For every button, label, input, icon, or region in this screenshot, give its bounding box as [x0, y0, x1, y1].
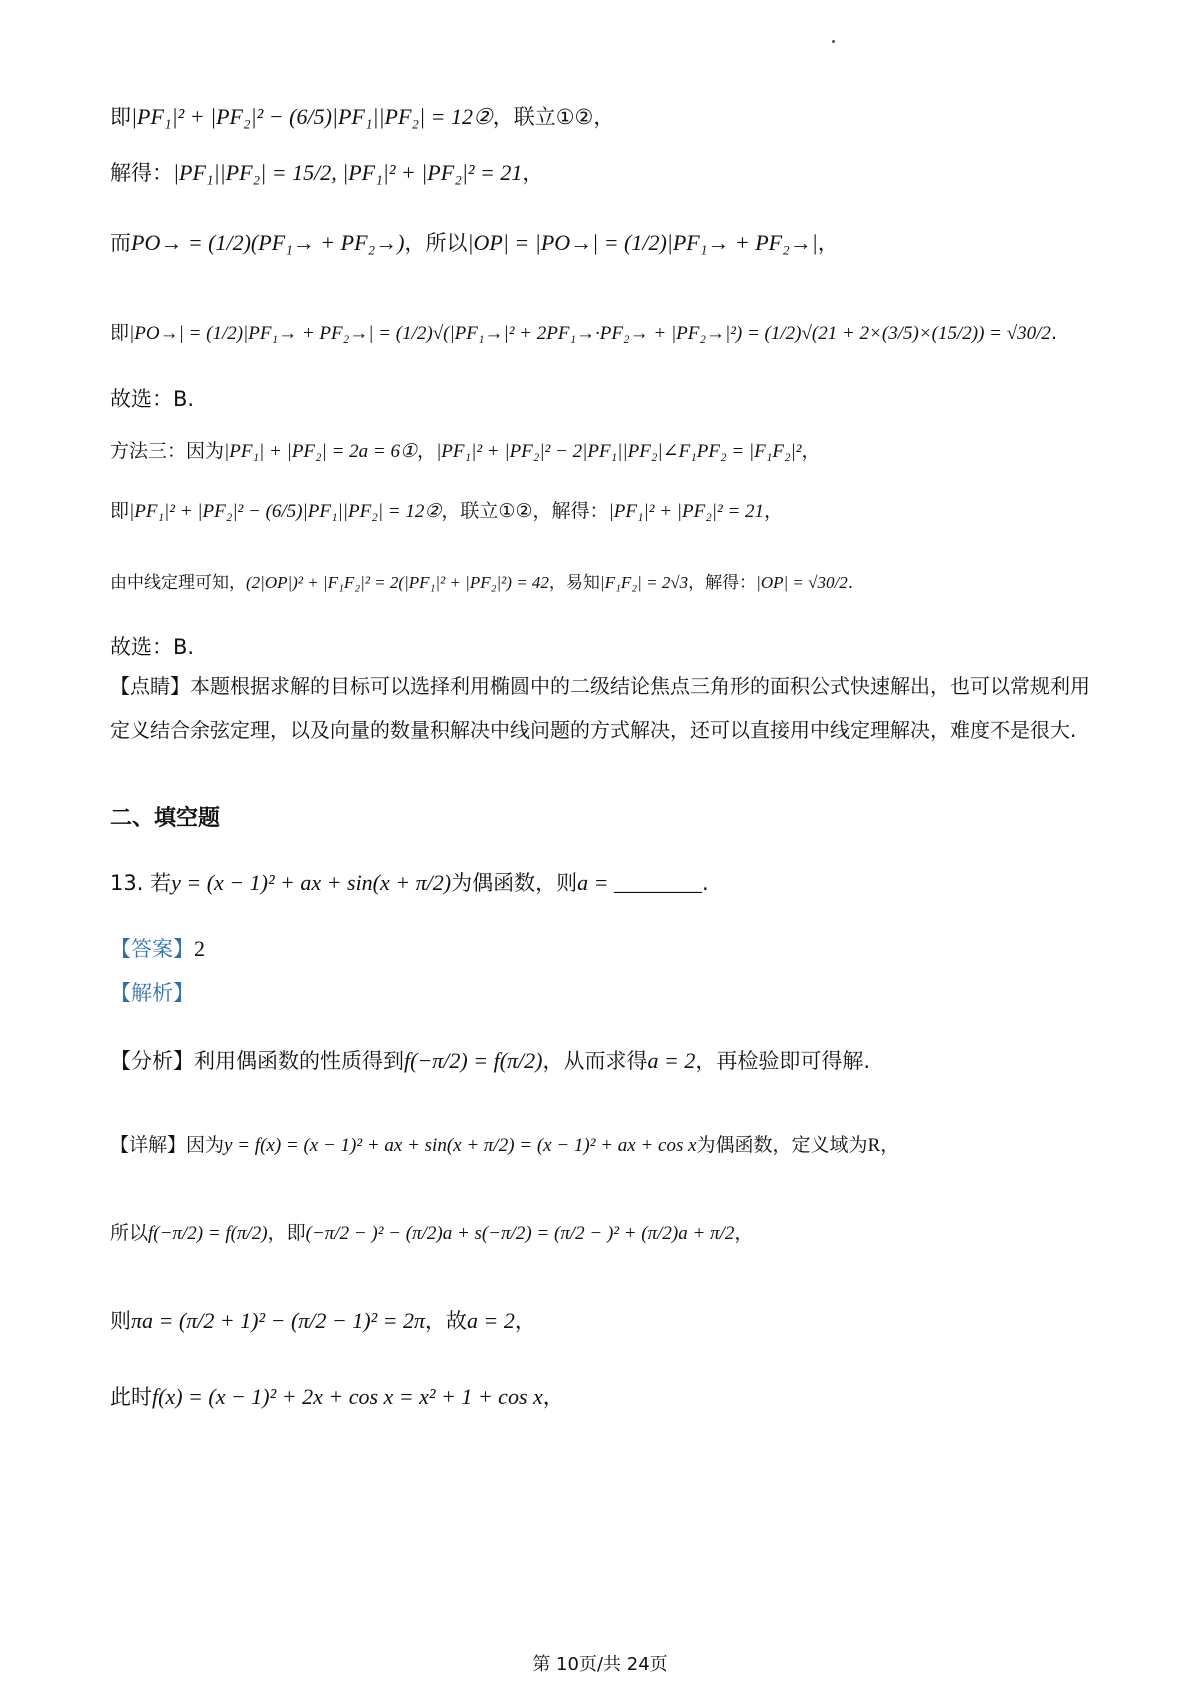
solution-line-4: 即|PO→| = (1/2)|PF₁→ + PF₂→| = (1/2)√(|PF₁→|² + 2PF₁→·PF₂→ + |PF₂→|²) = (1/2)√(21 + 2×(3/5)×(15/2)) = √30/2.: [110, 322, 1057, 344]
solution-line-1: 即|PF₁|² + |PF₂|² − (6/5)|PF₁||PF₂| = 12②，联立①②，: [110, 104, 615, 129]
solution-line-7: 即|PF₁|² + |PF₂|² − (6/5)|PF₁||PF₂| = 12②，联立①②，解得：|PF₁|² + |PF₂|² = 21，: [110, 500, 784, 522]
detail-line-3: 则πa = (π/2 + 1)² − (π/2 − 1)² = 2π，故a = 2，: [110, 1308, 536, 1333]
solution-line-8: 由中线定理可知，(2|OP|)² + |F₁F₂|² = 2(|PF₁|² + |PF₂|²) = 42，易知|F₁F₂| = 2√3，解得：|OP| = √30/2.: [110, 573, 854, 593]
solution-line-2: 解得：|PF₁||PF₂| = 15/2, |PF₁|² + |PF₂|² = 21，: [110, 160, 544, 185]
xiangjie-line: 【详解】因为y = f(x) = (x − 1)² + ax + sin(x + π/2) = (x − 1)² + ax + cos x为偶函数，定义域为R，: [110, 1134, 900, 1156]
detail-line-4: 此时f(x) = (x − 1)² + 2x + cos x = x² + 1 + cos x，: [110, 1384, 564, 1409]
solution-line-3: 而PO→ = (1/2)(PF₁→ + PF₂→)，所以|OP| = |PO→| = (1/2)|PF₁→ + PF₂→|，: [110, 230, 839, 255]
analysis-tag: 【解析】: [110, 981, 194, 1005]
solution-line-5: 故选：B.: [110, 387, 195, 411]
comment-paragraph: 【点睛】本题根据求解的目标可以选择利用椭圆中的二级结论焦点三角形的面积公式快速解出，也可以常规利用定义结合余弦定理，以及向量的数量积解决中线问题的方式解决，还可以直接用中线定理解决，难度不是很大.: [110, 674, 1090, 742]
fenxi-line: 【分析】利用偶函数的性质得到f(−π/2) = f(π/2)，从而求得a = 2，再检验即可得解.: [110, 1048, 871, 1073]
page-footer: 第 10页/共 24页: [532, 1654, 668, 1675]
answer-line: 【答案】2: [110, 936, 205, 961]
section-title: 二、填空题: [110, 806, 221, 831]
solution-line-9: 故选：B.: [110, 635, 195, 659]
scan-dot: [832, 40, 835, 43]
method-three-line: 方法三：因为|PF₁| + |PF₂| = 2a = 6①，|PF₁|² + |PF₂|² − 2|PF₁||PF₂|∠F₁PF₂ = |F₁F₂|²，: [110, 440, 821, 462]
detail-line-2: 所以f(−π/2) = f(π/2)，即(−π/2 − )² − (π/2)a + s(−π/2) = (π/2 − )² + (π/2)a + π/2，: [110, 1222, 754, 1244]
question-13: 13. 若y = (x − 1)² + ax + sin(x + π/2)为偶函数，则a = ________.: [110, 870, 709, 895]
